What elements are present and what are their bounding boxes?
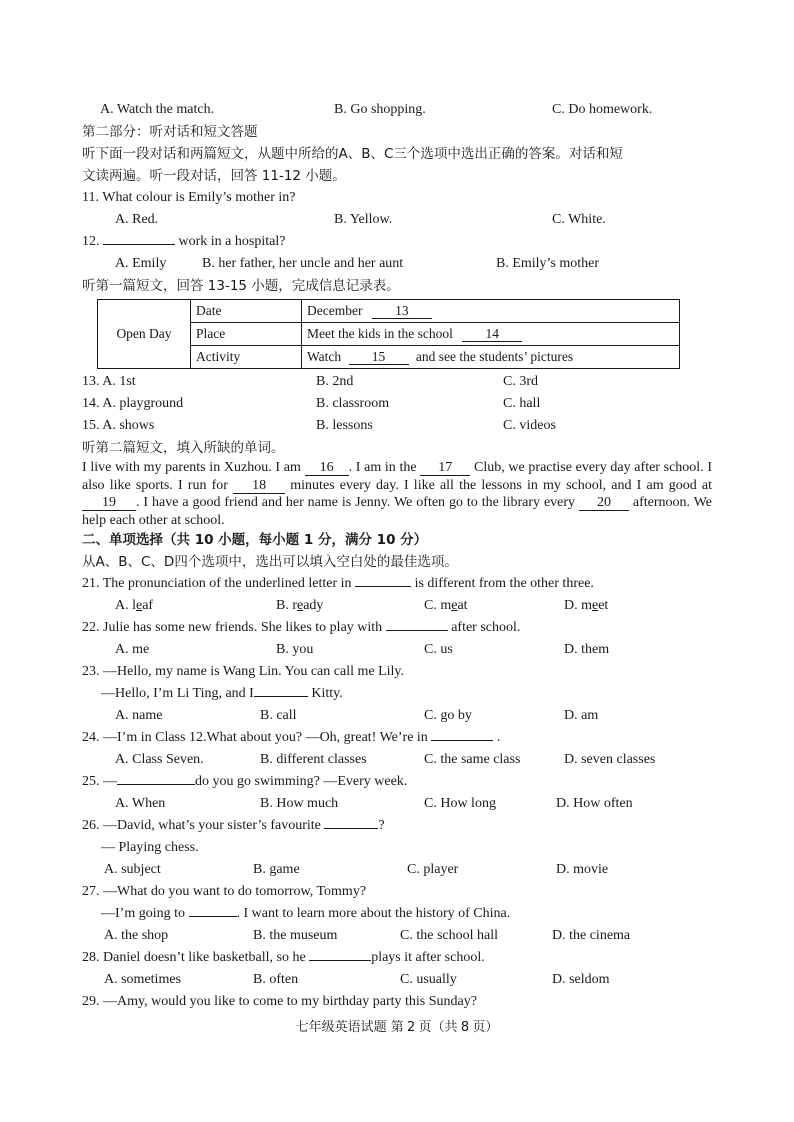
option: C. usually: [400, 972, 457, 987]
question-text: 28. Daniel doesn’t like basketball, so he: [82, 950, 306, 965]
option: B. Go shopping.: [334, 102, 426, 117]
option: D. the cinema: [552, 928, 631, 943]
q10-options: [82, 99, 712, 121]
q24-stem: [82, 727, 712, 749]
answer-blank[interactable]: [103, 244, 175, 245]
q21-options: [82, 595, 712, 617]
answer-blank[interactable]: [324, 828, 378, 829]
option: C. meat: [424, 598, 468, 613]
option: A. Emily: [115, 256, 167, 271]
option: A. When: [115, 796, 166, 811]
table-value-cell: [302, 300, 680, 323]
q15-options: [82, 415, 712, 437]
option: C. the same class: [424, 752, 521, 767]
option: B. Emily’s mother: [496, 256, 600, 271]
option: C. us: [424, 642, 453, 657]
option: A. leaf: [115, 598, 154, 613]
q22-stem: [82, 617, 712, 639]
question-text: work in a hospital?: [178, 234, 286, 249]
option: B. 2nd: [316, 374, 354, 389]
option: B. ready: [276, 598, 324, 613]
answer-blank[interactable]: 18: [233, 478, 285, 494]
q27-options: [82, 925, 712, 947]
table-row: [98, 300, 680, 323]
option: 14. A. playground: [82, 396, 184, 411]
passage-text: . I have a good friend and her name is Jenny. We often go to the library every: [136, 495, 576, 510]
option: C. Do homework.: [552, 102, 653, 117]
table-header-cell: Open Day: [98, 300, 191, 369]
answer-blank[interactable]: 17: [420, 460, 470, 476]
q22-options: [82, 639, 712, 661]
option: B. her father, her uncle and her aunt: [202, 256, 404, 271]
answer-blank[interactable]: 20: [579, 495, 629, 511]
option: C. 3rd: [503, 374, 538, 389]
part2-heading: 第二部分：听对话和短文答题: [82, 124, 258, 140]
q11-stem: 11. What colour is Emily’s mother in?: [82, 190, 296, 205]
q29-stem: 29. —Amy, would you like to come to my birthday party this Sunday?: [82, 994, 477, 1009]
part2-instruction-line1: 听下面一段对话和两篇短文，从题中所给的A、B、C三个选项中选出正确的答案。对话和短: [82, 146, 623, 162]
q23-line2: [82, 683, 712, 705]
answer-blank[interactable]: [117, 784, 195, 785]
section2-instruction: 从A、B、C、D四个选项中，选出可以填入空白处的最佳选项。: [82, 554, 458, 570]
question-text: 25. —: [82, 774, 117, 789]
answer-blank[interactable]: 13: [372, 303, 432, 319]
q23-line1: 23. —Hello, my name is Wang Lin. You can call me Lily.: [82, 664, 404, 679]
option: C. go by: [424, 708, 472, 723]
question-text: 24. —I’m in Class 12.What about you? —Oh, great! We’re in: [82, 730, 428, 745]
answer-blank[interactable]: 14: [462, 326, 522, 342]
option: D. them: [564, 642, 610, 657]
q12-options: [82, 253, 712, 275]
q27-line1: 27. —What do you want to do tomorrow, Tommy?: [82, 884, 367, 899]
answer-blank[interactable]: [309, 960, 371, 961]
option: C. White.: [552, 212, 606, 227]
option: A. name: [115, 708, 163, 723]
question-text: ?: [378, 818, 385, 833]
answer-blank[interactable]: 19: [82, 495, 136, 511]
option: A. subject: [104, 862, 161, 877]
option: B. How much: [260, 796, 339, 811]
q28-options: [82, 969, 712, 991]
question-text: is different from the other three.: [414, 576, 594, 591]
option: A. the shop: [104, 928, 169, 943]
question-text: .: [496, 730, 501, 745]
answer-blank[interactable]: [189, 916, 237, 917]
answer-blank[interactable]: [386, 630, 448, 631]
cell-text: Watch: [307, 349, 342, 364]
table-label-cell: Place: [191, 323, 302, 346]
passage1-instruction: 听第一篇短文，回答 13-15 小题，完成信息记录表。: [82, 278, 400, 294]
q24-options: [82, 749, 712, 771]
option: B. you: [276, 642, 314, 657]
question-text: 26. —David, what’s your sister’s favourite: [82, 818, 321, 833]
total-pages: 8: [460, 1020, 470, 1035]
passage-text: . I am in the: [348, 460, 417, 475]
option: C. How long: [424, 796, 496, 811]
q27-line2: [82, 903, 712, 925]
option: A. Red.: [115, 212, 159, 227]
option: B. different classes: [260, 752, 367, 767]
option: D. meet: [564, 598, 609, 613]
option: B. lessons: [316, 418, 373, 433]
question-text: . I want to learn more about the history of China.: [236, 906, 511, 921]
question-text: 21. The pronunciation of the underlined letter in: [82, 576, 352, 591]
q28-stem: [82, 947, 712, 969]
table-value-cell: [302, 346, 680, 369]
option: D. am: [564, 708, 599, 723]
answer-blank[interactable]: [254, 696, 308, 697]
option: D. movie: [556, 862, 609, 877]
question-text: after school.: [451, 620, 521, 635]
answer-blank[interactable]: 15: [349, 349, 409, 365]
option: B. classroom: [316, 396, 390, 411]
page-number: 2: [407, 1020, 416, 1035]
cell-text: Meet the kids in the school: [307, 326, 453, 341]
q26-line1: [82, 815, 712, 837]
question-text: —I’m going to: [101, 906, 185, 921]
question-number: 12.: [82, 234, 100, 249]
option: C. player: [407, 862, 459, 877]
q25-options: [82, 793, 712, 815]
answer-blank[interactable]: 16: [305, 460, 349, 476]
passage-text: I live with my parents in Xuzhou. I am: [82, 460, 301, 475]
table-value-cell: [302, 323, 680, 346]
option: D. How often: [556, 796, 633, 811]
question-text: plays it after school.: [371, 950, 485, 965]
info-record-table: [97, 299, 680, 369]
table-label-cell: Activity: [191, 346, 302, 369]
section2-heading: 二、单项选择（共 10 小题，每小题 1 分，满分 10 分）: [82, 532, 428, 548]
q25-stem: [82, 771, 712, 793]
part2-instruction-line2: 文读两遍。听一段对话，回答 11-12 小题。: [82, 168, 346, 184]
q12-stem: [82, 231, 712, 253]
option: B. the museum: [253, 928, 338, 943]
option: B. game: [253, 862, 300, 877]
option: 13. A. 1st: [82, 374, 136, 389]
q13-options: [82, 371, 712, 393]
passage2-text: [82, 459, 712, 529]
option: 15. A. shows: [82, 418, 155, 433]
q21-stem: [82, 573, 712, 595]
exam-page: [82, 99, 712, 1013]
passage-text: minutes every day. I like all the lessons in my school, and I am good at: [290, 477, 713, 493]
q26-options: [82, 859, 712, 881]
answer-blank[interactable]: [355, 586, 411, 587]
q14-options: [82, 393, 712, 415]
question-text: Kitty.: [311, 686, 343, 701]
question-text: do you go swimming? —Every week.: [195, 774, 408, 789]
option: A. Class Seven.: [115, 752, 204, 767]
passage-text: Club, we practise every day after school. I also like sports. I run for: [82, 460, 713, 493]
question-text: —Hello, I’m Li Ting, and I: [101, 686, 254, 701]
option: A. Watch the match.: [100, 102, 215, 117]
option: D. seldom: [552, 972, 610, 987]
option: C. videos: [503, 418, 556, 433]
option: B. call: [260, 708, 297, 723]
option: C. hall: [503, 396, 541, 411]
passage2-instruction: 听第二篇短文，填入所缺的单词。: [82, 440, 285, 456]
passage-text: afternoon. We help each other at school.: [82, 495, 713, 528]
option: A. sometimes: [104, 972, 181, 987]
page-footer: 七年级英语试题 第 2 页（共 8 页）: [295, 1020, 499, 1035]
cell-text: and see the students’ pictures: [415, 349, 574, 364]
option: D. seven classes: [564, 752, 656, 767]
q26-line2: — Playing chess.: [101, 840, 199, 855]
option: B. Yellow.: [334, 212, 393, 227]
option: A. me: [115, 642, 150, 657]
q11-options: [82, 209, 712, 231]
cell-text: December: [307, 303, 363, 318]
option: C. the school hall: [400, 928, 498, 943]
option: B. often: [253, 972, 299, 987]
question-text: 22. Julie has some new friends. She likes to play with: [82, 620, 383, 635]
table-label-cell: Date: [191, 300, 302, 323]
q23-options: [82, 705, 712, 727]
answer-blank[interactable]: [431, 740, 493, 741]
